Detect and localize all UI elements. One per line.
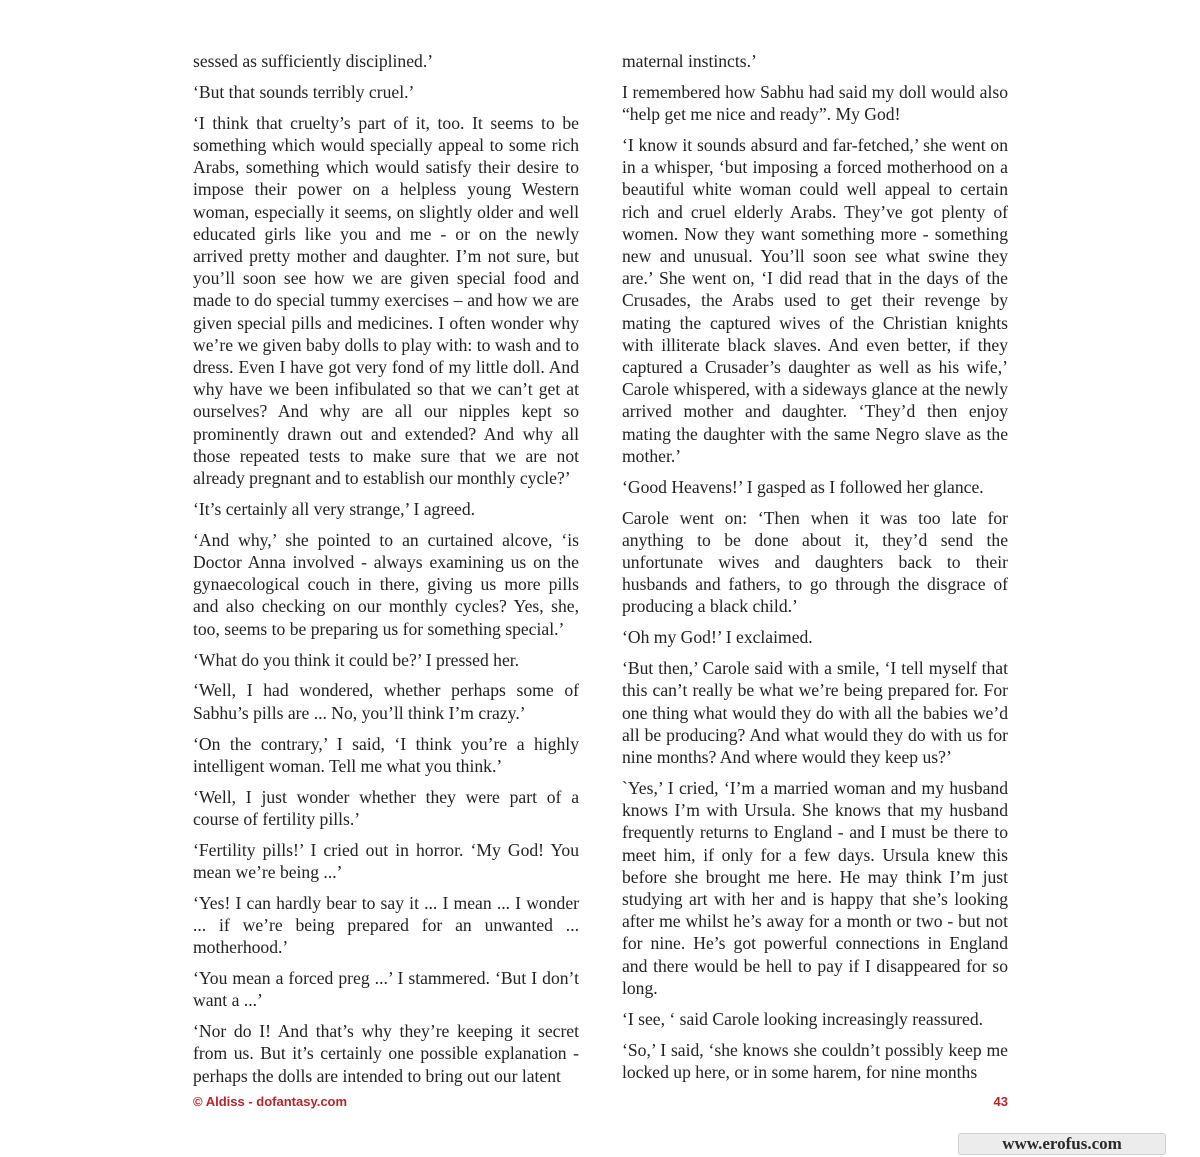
paragraph: ‘But then,’ Carole said with a smile, ‘I tell myself that this can’t really be what we’re being prepared for. For one thing what would they do with all the babies we’d all be producing? And what would they do with us for nine months? And where would they keep us?’ (622, 658, 1008, 768)
paragraph: maternal instincts.’ (622, 51, 757, 71)
paragraph: ‘Well, I had wondered, whether perhaps some of Sabhu’s pills are ... No, you’ll think I’m crazy.’ (193, 680, 579, 723)
site-watermark: www.erofus.com (958, 1133, 1166, 1155)
paragraph: ‘I think that cruelty’s part of it, too. It seems to be something which would specially appeal to some rich Arabs, something which would satisfy their desire to impose their power on a helpless young Western woman, especially it seems, on slightly older and well educated girls like you and me - or on the newly arrived pretty mother and daughter. I’m not sure, but you’ll soon see how we are given special food and made to do special tummy exercises – and how we are given special pills and medicines. I often wonder why we’re we given baby dolls to play with: to wash and to dress. Even I have got very fond of my little doll. And why have we been infibulated so that we can’t get at ourselves? And why are all our nipples kept so prominently drawn out and extended? And why all those repeated tests to make sure that we are not already pregnant and to establish our monthly cycle?’ (193, 112, 579, 489)
paragraph: ‘You mean a forced preg ...’ I stammered. ‘But I don’t want a ...’ (193, 968, 579, 1011)
page-number: 43 (993, 1094, 1008, 1109)
paragraph: `Yes,’ I cried, ‘I’m a married woman and my husband knows I’m with Ursula. She knows that my husband frequently returns to England - and I must be there to meet him, if only for a few days. Ursula knew this before she brought me here. He may think I’m just studying art with her and is happy that she’s looking after me whilst he’s away for a month or two - but not for nine. He’s got powerful connections in England and there would be hell to pay if I disappeared for so long. (622, 777, 1008, 998)
paragraph: ‘But that sounds terribly cruel.’ (193, 81, 415, 102)
paragraph: ‘What do you think it could be?’ I pressed her. (193, 649, 520, 670)
paragraph: ‘Nor do I! And that’s why they’re keeping it secret from us. But it’s certainly one possible explanation - perhaps the dolls are intended to bring out our latent (193, 1021, 579, 1086)
paragraph: Carole went on: ‘Then when it was too late for anything to be done about it, they’d send the unfortunate wives and daughters back to their husbands and fathers, to go through the disgrace of producing a black child.’ (622, 507, 1008, 617)
footer-copyright: © Aldiss - dofantasy.com (193, 1094, 348, 1109)
paragraph: ‘I see, ‘ said Carole looking increasingly reassured. (622, 1008, 984, 1029)
paragraph: ‘Yes! I can hardly bear to say it ... I mean ... I wonder ... if we’re being prepared for an unwanted ... motherhood.’ (193, 892, 579, 958)
paragraph: sessed as sufficiently disciplined.’ (193, 51, 434, 71)
paragraph: ‘Fertility pills!’ I cried out in horror. ‘My God! You mean we’re being ...’ (193, 839, 579, 882)
paragraph: ‘Oh my God!’ I exclaimed. (622, 627, 813, 648)
paragraph: ‘On the contrary,’ I said, ‘I think you’re a highly intelligent woman. Tell me what you think.’ (193, 733, 579, 776)
paragraph: ‘Good Heavens!’ I gasped as I followed her glance. (622, 476, 984, 497)
paragraph: ‘It’s certainly all very strange,’ I agreed. (193, 498, 476, 519)
paragraph: I remembered how Sabhu had said my doll would also “help get me nice and ready”. My God! (622, 81, 1008, 125)
right-text-column (622, 50, 1008, 1092)
paragraph: ‘And why,’ she pointed to an curtained alcove, ‘is Doctor Anna involved - always examining us on the gynaecological couch in there, giving us more pills and also checking on our monthly cycles? Yes, she, too, seems to be preparing us for something special.’ (193, 529, 579, 639)
paragraph: ‘Well, I just wonder whether they were part of a course of fertility pills.’ (193, 786, 579, 829)
left-text-column (193, 50, 579, 1095)
paragraph: ‘So,’ I said, ‘she knows she couldn’t possibly keep me locked up here, or in some harem, for nine months (622, 1039, 1008, 1082)
paragraph: ‘I know it sounds absurd and far-fetched,’ she went on in a whisper, ‘but imposing a forced motherhood on a beautiful white woman could well appeal to certain rich and cruel elderly Arabs. They’ve got plenty of women. Now they want something more - something new and unusual. You’ll soon see what swine they are.’ She went on, ‘I did read that in the days of the Crusades, the Arabs used to get their revenge by mating the captured wives of the Christian knights with illiterate black slaves. And even better, if they captured a Crusader’s daughter as well as his wife,’ Carole whispered, with a sideways glance at the newly arrived mother and daughter. ‘They’d then enjoy mating the daughter with the same Negro slave as the mother.’ (622, 134, 1008, 466)
